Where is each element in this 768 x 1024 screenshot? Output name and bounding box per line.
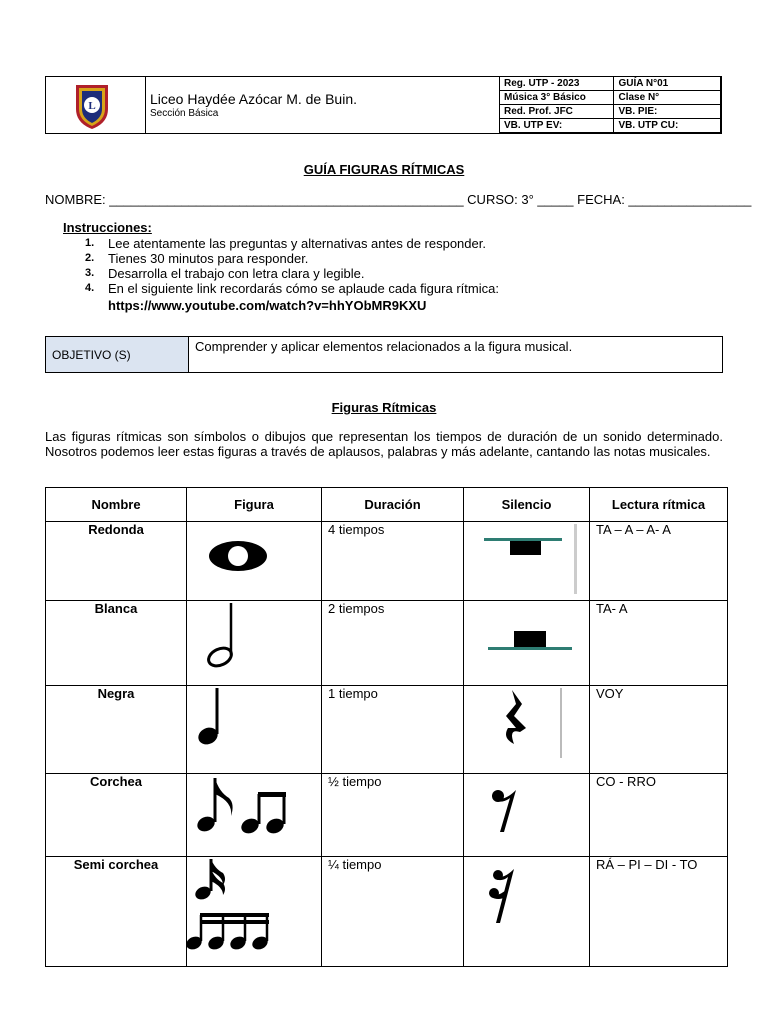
- admin-grid: [499, 76, 721, 133]
- figure-cell: [187, 522, 322, 601]
- instructions-list: [85, 236, 499, 296]
- header-box: [45, 76, 722, 134]
- reading-cell: CO - RRO: [590, 774, 728, 857]
- rest-cell: [464, 686, 590, 774]
- section-name: Sección Básica: [150, 108, 219, 119]
- rest-cell: [464, 857, 590, 967]
- duration-cell: 1 tiempo: [322, 686, 464, 774]
- quarter-note-icon: [187, 686, 321, 773]
- objective-text: Comprender y aplicar elementos relacionados a la figura musical.: [195, 339, 573, 354]
- figure-cell: [187, 686, 322, 774]
- grid-cell: Música 3° Básico: [500, 91, 614, 105]
- column-header: Nombre: [46, 488, 187, 522]
- column-header: Figura: [187, 488, 322, 522]
- column-header: Lectura rítmica: [590, 488, 728, 522]
- figure-name: Semi corchea: [46, 857, 187, 967]
- figure-cell: [187, 601, 322, 686]
- list-item: 4. En el siguiente link recordarás cómo se aplaude cada figura rítmica:: [85, 281, 499, 296]
- figure-name: Redonda: [46, 522, 187, 601]
- rest-cell: [464, 601, 590, 686]
- figure-name: Corchea: [46, 774, 187, 857]
- youtube-link[interactable]: https://www.youtube.com/watch?v=hhYObMR9KXU: [108, 298, 427, 313]
- reading-cell: TA- A: [590, 601, 728, 686]
- grid-cell: Reg. UTP - 2023: [500, 77, 614, 91]
- rest-cell: [464, 522, 590, 601]
- column-header: Silencio: [464, 488, 590, 522]
- table-row: [46, 601, 728, 686]
- grid-cell: Red. Prof. JFC: [500, 105, 614, 119]
- logo-letter: L: [88, 100, 96, 112]
- figure-name: Negra: [46, 686, 187, 774]
- list-item: 1. Lee atentamente las preguntas y alternativas antes de responder.: [85, 236, 486, 251]
- duration-cell: 4 tiempos: [322, 522, 464, 601]
- section-subtitle: Figuras Rítmicas: [331, 400, 437, 415]
- grid-cell: Clase N°: [614, 91, 721, 105]
- eighth-note-icon: [187, 774, 321, 856]
- intro-paragraph: Las figuras rítmicas son símbolos o dibujos que representan los tiempos de duración de un sonido determinado. Nosotros podemos leer estas figuras a través de aplausos, palabras y más adelante, cantando las notas musicales.: [45, 429, 723, 459]
- grid-cell: VB. PIE:: [614, 105, 721, 119]
- whole-note-icon: [187, 522, 321, 600]
- school-name: Liceo Haydée Azócar M. de Buin.: [150, 91, 358, 107]
- logo-cell: [46, 77, 146, 133]
- list-item: 3. Desarrolla el trabajo con letra clara y legible.: [85, 266, 365, 281]
- page-title: GUÍA FIGURAS RÍTMICAS: [303, 162, 465, 177]
- table-row: [46, 774, 728, 857]
- reading-cell: RÁ – PI – DI - TO: [590, 857, 728, 967]
- duration-cell: 2 tiempos: [322, 601, 464, 686]
- reading-cell: TA – A – A- A: [590, 522, 728, 601]
- table-row: [46, 522, 728, 601]
- reading-cell: VOY: [590, 686, 728, 774]
- column-header: Duración: [322, 488, 464, 522]
- objective-label: OBJETIVO (S): [46, 337, 189, 372]
- rest-cell: [464, 774, 590, 857]
- sixteenth-rest-icon: [464, 857, 589, 965]
- figure-cell: [187, 857, 322, 967]
- list-item: 2. Tienes 30 minutos para responder.: [85, 251, 309, 266]
- grid-cell: VB. UTP CU:: [614, 119, 721, 133]
- whole-rest-icon: [464, 522, 589, 600]
- school-logo-icon: [46, 77, 145, 133]
- table-row: [46, 686, 728, 774]
- grid-cell: GUÍA N°01: [614, 77, 721, 91]
- rhythm-figures-table: [45, 487, 728, 967]
- duration-cell: ¼ tiempo: [322, 857, 464, 967]
- figure-cell: [187, 774, 322, 857]
- sixteenth-note-icon: [187, 857, 321, 965]
- student-info-line[interactable]: NOMBRE: _________________________________________________ CURSO: 3° _____ FECHA: _________________: [45, 192, 752, 207]
- half-note-icon: [187, 601, 321, 685]
- half-rest-icon: [464, 601, 589, 685]
- quarter-rest-icon: [464, 686, 589, 773]
- objective-box: [45, 336, 723, 373]
- duration-cell: ½ tiempo: [322, 774, 464, 857]
- grid-cell: VB. UTP EV:: [500, 119, 614, 133]
- eighth-rest-icon: [464, 774, 589, 856]
- figure-name: Blanca: [46, 601, 187, 686]
- instructions-heading: Instrucciones:: [63, 220, 152, 235]
- table-row: [46, 857, 728, 967]
